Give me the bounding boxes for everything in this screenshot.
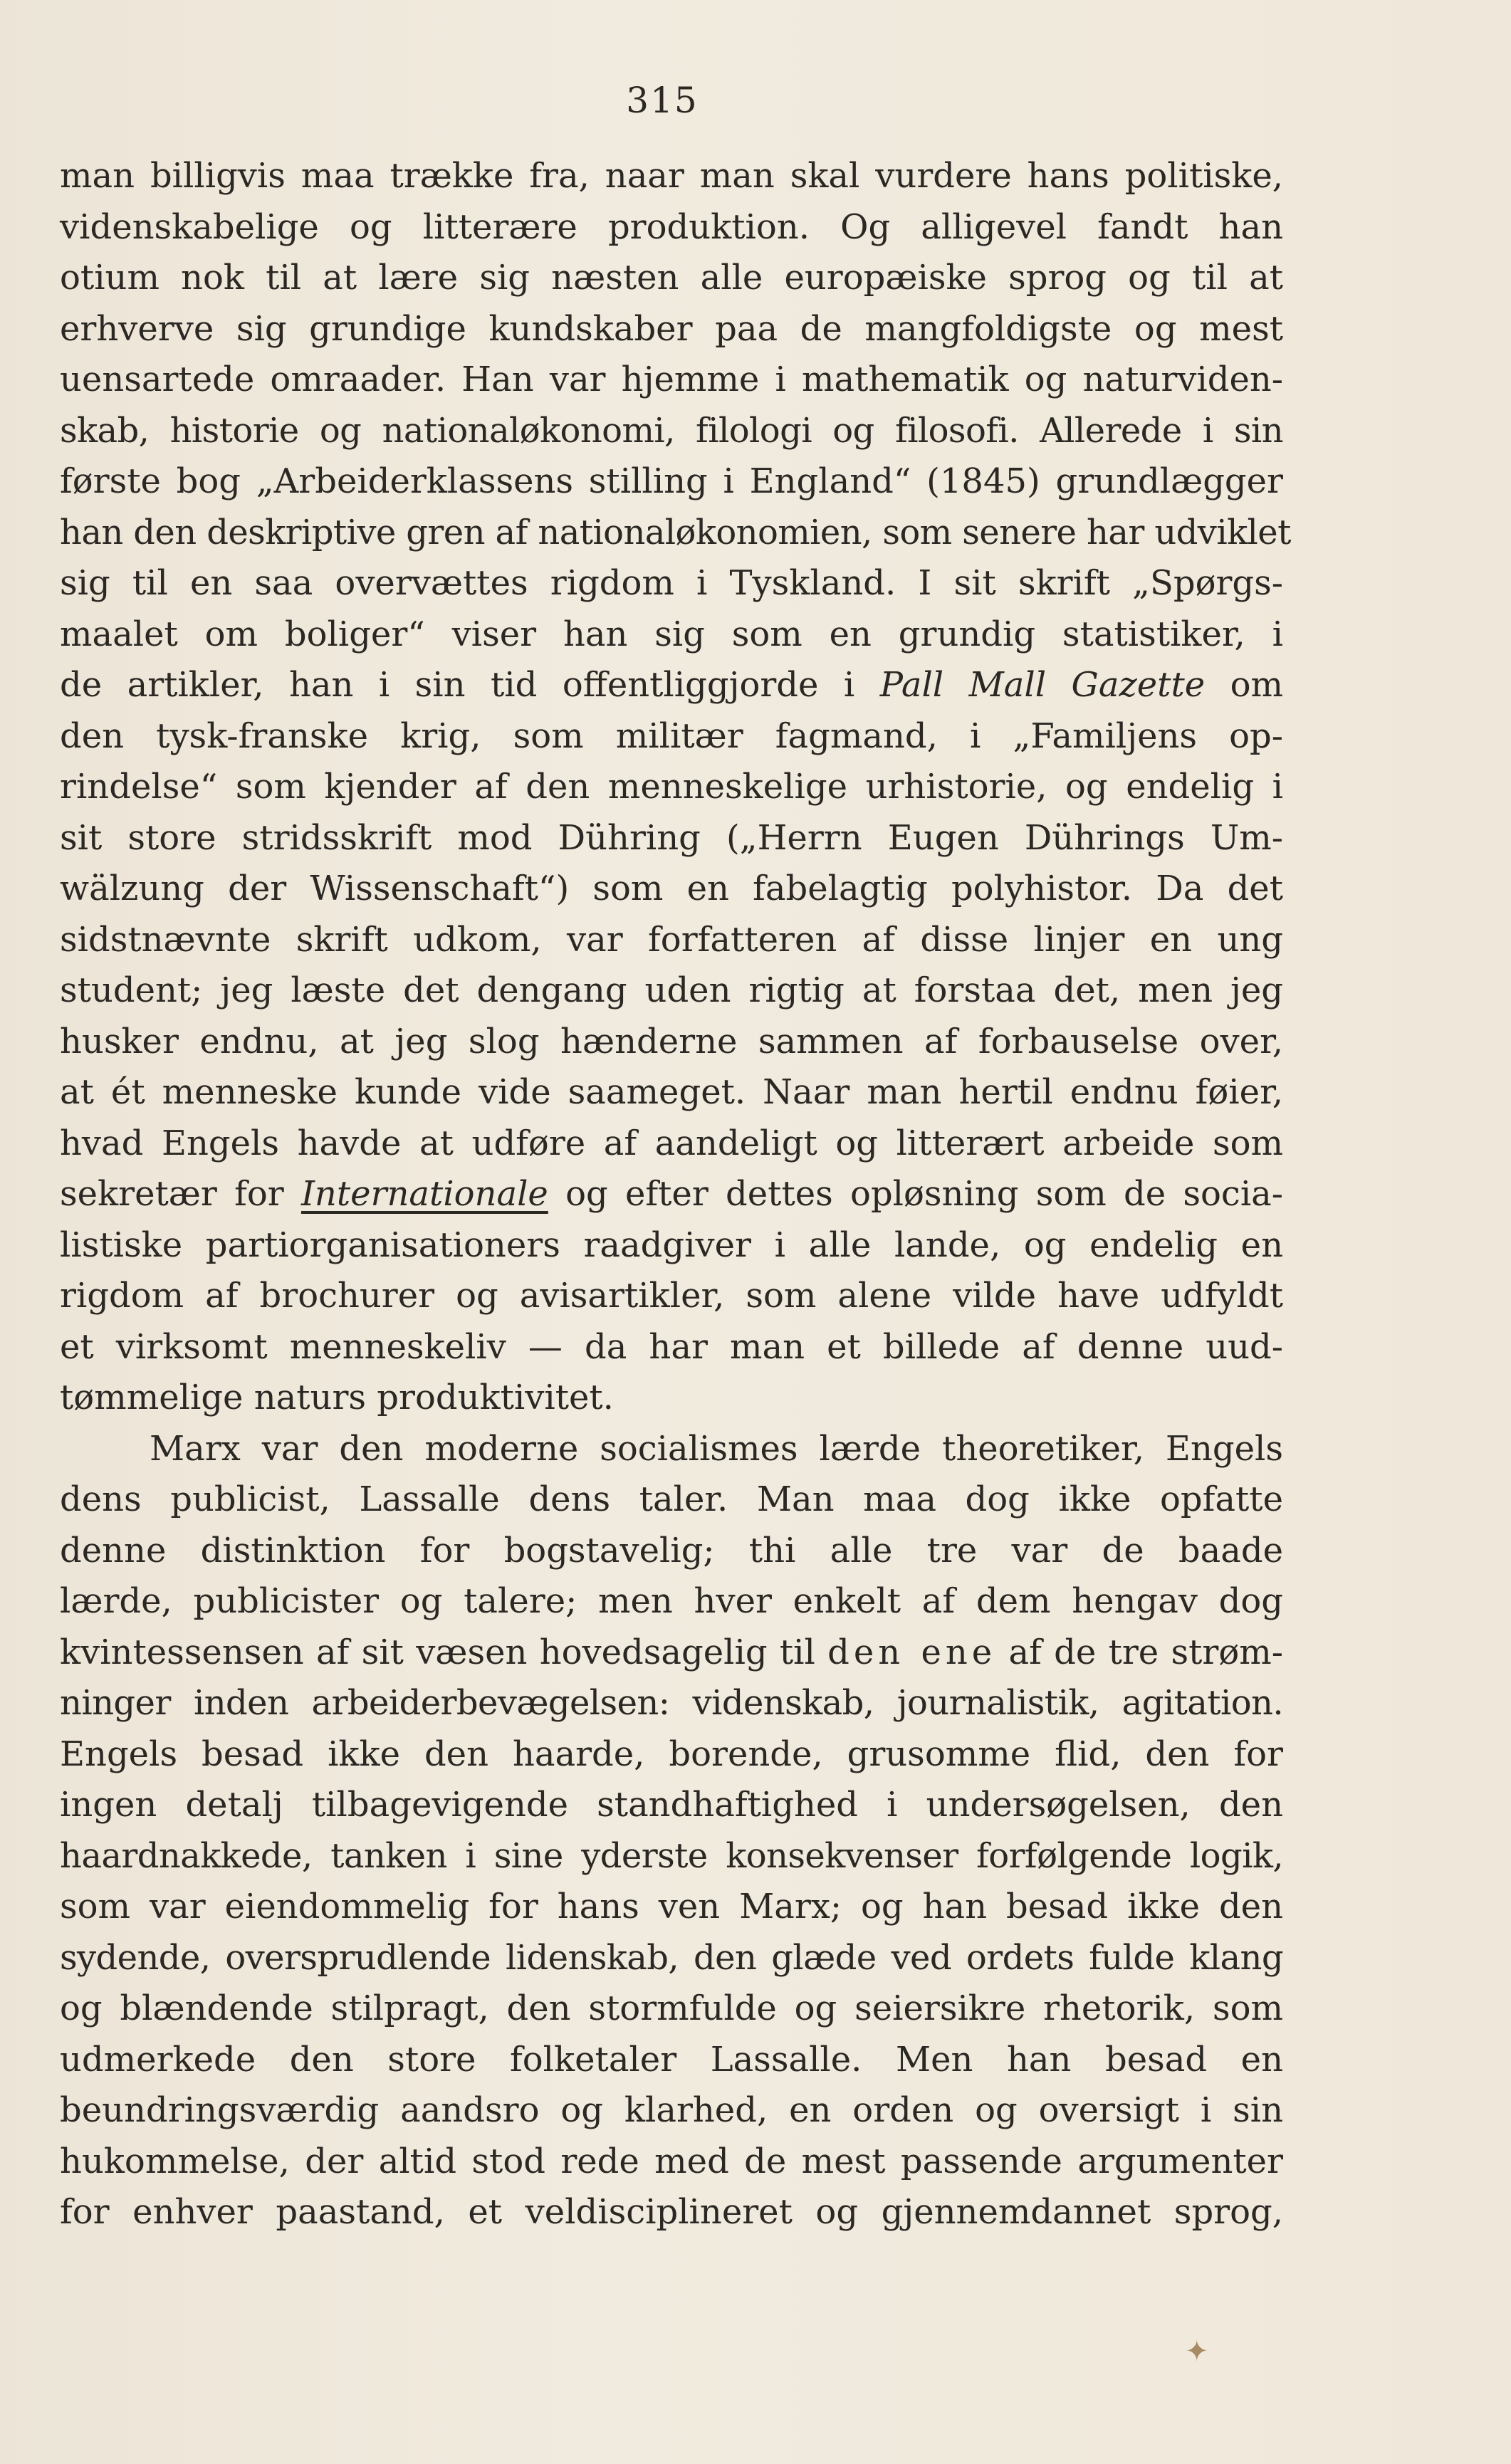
text-segment: videnskabelige og litterære produktion. Og alligevel fandt han <box>60 206 1283 247</box>
text-line <box>60 1780 1283 1831</box>
text-segment: han den deskriptive gren af nationaløkonomien, som senere har udviklet <box>60 512 1291 552</box>
text-segment: om <box>1205 665 1283 705</box>
text-line <box>60 2035 1283 2086</box>
text-line <box>60 1627 1283 1679</box>
text-segment: maalet om boliger“ viser han sig som en grundig statistiker, i <box>60 614 1283 654</box>
text-line <box>60 1424 1283 1475</box>
text-segment: ingen detalj tilbagevigende standhaftighed i undersøgelsen, den <box>60 1785 1283 1825</box>
text-line <box>60 1017 1283 1068</box>
text-line <box>60 1474 1283 1526</box>
text-line <box>60 1729 1283 1781</box>
text-segment: som var eiendommelig for hans ven Marx; og han besad ikke den <box>60 1887 1283 1926</box>
text-line <box>60 1220 1283 1272</box>
text-line <box>60 711 1283 762</box>
text-line <box>60 456 1283 508</box>
text-segment: sekretær for <box>60 1174 301 1214</box>
text-line <box>60 2187 1283 2238</box>
text-line <box>60 1882 1283 1933</box>
text-line <box>60 558 1283 609</box>
text-segment: wälzung der Wissenschaft“) som en fabelagtig polyhistor. Da det <box>60 869 1283 908</box>
text-line <box>60 355 1283 406</box>
text-line <box>60 1933 1283 1984</box>
text-line <box>60 1271 1283 1322</box>
text-segment: Marx var den moderne socialismes lærde theoretiker, Engels <box>150 1428 1283 1469</box>
text-segment: tømmelige naturs produktivitet. <box>60 1378 614 1417</box>
text-segment: Engels besad ikke den haarde, borende, grusomme flid, den for <box>60 1734 1283 1774</box>
text-segment: husker endnu, at jeg slog hænderne sammen af forbauselse over, <box>60 1021 1283 1061</box>
text-segment: lærde, publicister og talere; men hver enkelt af dem hengav dog <box>60 1581 1283 1621</box>
text-segment: for enhver paastand, et veldisciplineret og gjennemdannet sprog, <box>60 2192 1283 2232</box>
text-line <box>60 609 1283 661</box>
text-segment: uensartede omraader. Han var hjemme i mathematik og naturviden- <box>60 360 1283 399</box>
text-line <box>60 1831 1283 1882</box>
text-line <box>60 2137 1283 2188</box>
text-segment: rigdom af brochurer og avisartikler, som alene vilde have udfyldt <box>60 1276 1283 1316</box>
text-segment: listiske partiorganisationers raadgiver i alle lande, og endelig en <box>60 1225 1283 1265</box>
text-segment: sidstnævnte skrift udkom, var forfatteren af disse linjer en ung <box>60 919 1283 960</box>
text-segment: rindelse“ som kjender af den menneskelige urhistorie, og endelig i <box>60 767 1283 807</box>
text-line <box>60 2085 1283 2137</box>
text-segment: denne distinktion for bogstavelig; thi alle tre var de baade <box>60 1530 1283 1571</box>
body-text <box>60 151 1291 2238</box>
text-segment: dens publicist, Lassalle dens taler. Man maa dog ikke opfatte <box>60 1479 1283 1519</box>
text-segment: hukommelse, der altid stod rede med de mest passende argumenter <box>60 2141 1283 2181</box>
text-segment: udmerkede den store folketaler Lassalle. Men han besad en <box>60 2039 1283 2080</box>
text-segment: skab, historie og nationaløkonomi, filologi og filosofi. Allerede i sin <box>60 410 1283 451</box>
emphasis-text: Pall Mall Gazette <box>879 665 1206 705</box>
text-segment: sit store stridsskrift mod Dühring („Herrn Eugen Dührings Um- <box>60 817 1283 858</box>
text-line <box>60 813 1283 864</box>
text-segment: hvad Engels havde at udføre af aandeligt og litterært arbeide som <box>60 1123 1283 1163</box>
text-segment: otium nok til at lære sig næsten alle europæiske sprog og til at <box>60 258 1283 298</box>
page-number: 315 <box>626 80 699 121</box>
text-line <box>60 1526 1283 1577</box>
text-line <box>60 253 1283 304</box>
emphasis-text: den ene <box>827 1632 997 1672</box>
text-segment: den tysk-franske krig, som militær fagmand, i „Familjens op- <box>60 715 1283 756</box>
text-segment: erhverve sig grundige kundskaber paa de mangfoldigste og mest <box>60 308 1283 349</box>
text-line <box>60 1322 1283 1373</box>
ink-speck-mark: ✦ <box>1185 2335 1209 2368</box>
text-line <box>60 915 1283 966</box>
text-line <box>60 151 1283 202</box>
text-segment: og blændende stilpragt, den stormfulde og seiersikre rhetorik, som <box>60 1988 1283 2028</box>
text-line <box>60 1169 1283 1220</box>
text-line <box>60 1067 1283 1118</box>
text-segment: af de tre strøm- <box>996 1632 1284 1672</box>
text-segment: de artikler, han i sin tid offentliggjorde i <box>60 665 880 705</box>
text-segment: et virksomt menneskeliv — da har man et billede af denne uud- <box>60 1326 1283 1367</box>
text-segment: kvintessensen af sit væsen hovedsagelig til <box>60 1632 828 1672</box>
text-line <box>60 864 1283 915</box>
emphasis-text: Internationale <box>300 1174 548 1214</box>
text-line <box>60 1373 1283 1424</box>
text-line <box>60 508 1291 559</box>
text-line <box>60 660 1283 711</box>
text-segment: sig til en saa overvættes rigdom i Tyskland. I sit skrift „Spørgs- <box>60 563 1283 603</box>
text-line <box>60 202 1283 253</box>
text-line <box>60 1118 1283 1170</box>
text-segment: og efter dettes opløsning som de socia- <box>548 1174 1284 1214</box>
text-line <box>60 1678 1283 1729</box>
text-line <box>60 406 1283 457</box>
text-line <box>60 965 1283 1017</box>
text-line <box>60 1983 1283 2035</box>
text-segment: at ét menneske kunde vide saameget. Naar man hertil endnu føier, <box>60 1072 1283 1112</box>
text-segment: sydende, oversprudlende lidenskab, den glæde ved ordets fulde klang <box>60 1937 1283 1978</box>
text-segment: beundringsværdig aandsro og klarhed, en orden og oversigt i sin <box>60 2090 1283 2130</box>
text-segment: haardnakkede, tanken i sine yderste konsekvenser forfølgende logik, <box>60 1835 1283 1876</box>
text-line <box>60 762 1283 813</box>
text-line <box>60 304 1283 355</box>
text-segment: ninger inden arbeiderbevægelsen: videnskab, journalistik, agitation. <box>60 1683 1283 1723</box>
text-segment: første bog „Arbeiderklassens stilling i England“ (1845) grundlægger <box>60 461 1283 501</box>
text-line <box>60 1576 1283 1627</box>
text-segment: student; jeg læste det dengang uden rigtig at forstaa det, men jeg <box>60 970 1283 1010</box>
text-segment: man billigvis maa trække fra, naar man skal vurdere hans politiske, <box>60 156 1283 196</box>
